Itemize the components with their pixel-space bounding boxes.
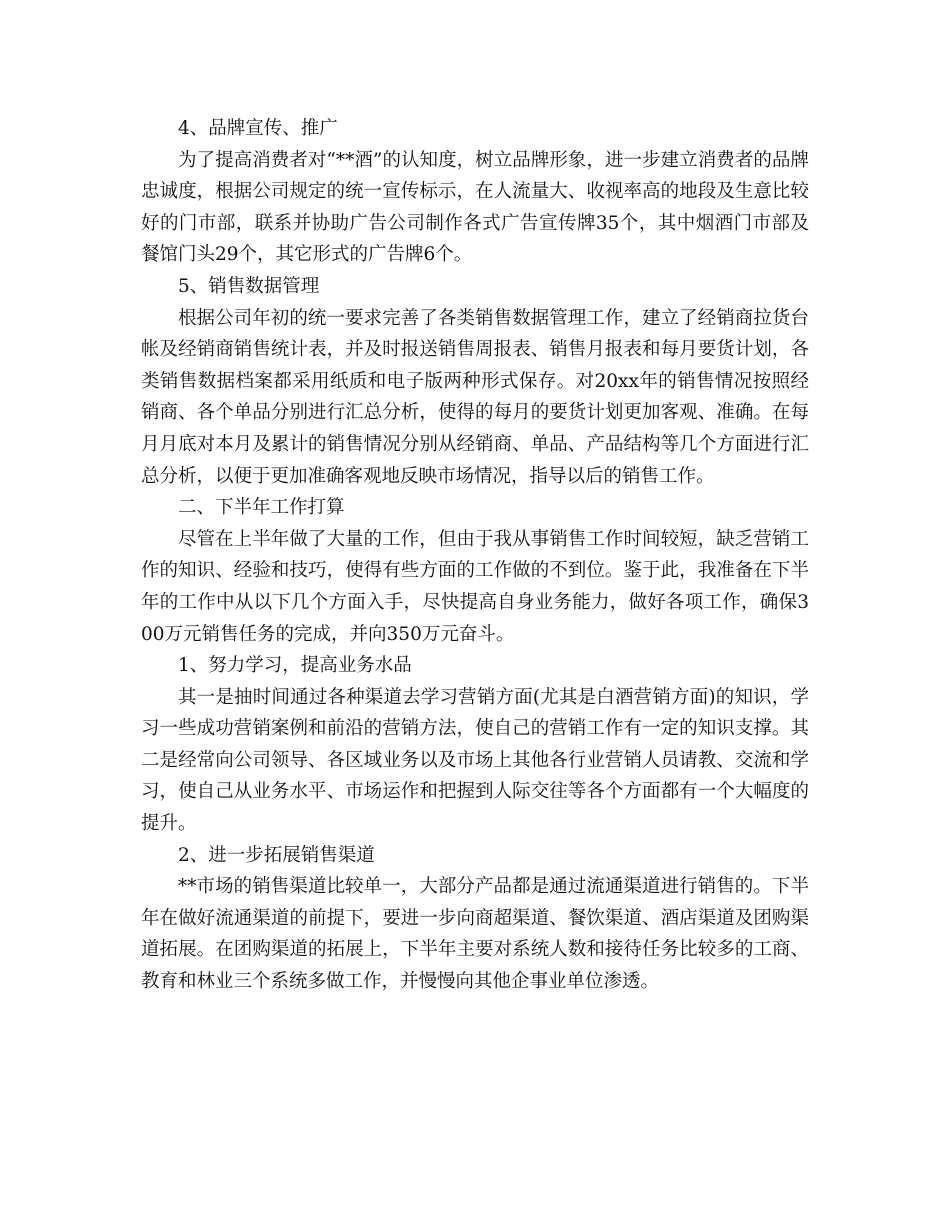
paragraph-channels: **市场的销售渠道比较单一，大部分产品都是通过流通渠道进行销售的。下半年在做好流通渠道的前提下，要进一步向商超渠道、餐饮渠道、酒店渠道及团购渠道拓展。在团购渠道的拓展上，下半年主要对系统人数和接待任务比较多的工商、教育和林业三个系统多做工作，并慢慢向其他企事业单位渗透。 xyxy=(141,876,809,993)
section-heading-sales-data: 5、销售数据管理 xyxy=(178,275,320,297)
paragraph-brand-promotion: 为了提高消费者对“**酒”的认知度，树立品牌形象，进一步建立消费者的品牌忠诚度，根据公司规定的统一宣传标示，在人流量大、收视率高的地段及生意比较好的门市部，联系并协助广告公司制作各式广告宣传牌35个，其中烟酒门市部及餐馆门头29个，其它形式的广告牌6个。 xyxy=(141,149,809,266)
section-heading-study: 1、努力学习，提高业务水品 xyxy=(178,655,412,677)
section-heading-brand-promotion: 4、品牌宣传、推广 xyxy=(178,118,338,139)
paragraph-second-half-plan: 尽管在上半年做了大量的工作，但由于我从事销售工作时间较短，缺乏营销工作的知识、经验和技巧，使得有些方面的工作做的不到位。鉴于此，我准备在下半年的工作中从以下几个方面入手，尽快提高自身业务能力，做好各项工作，确保300万元销售任务的完成，并向350万元奋斗。 xyxy=(141,528,809,645)
paragraph-sales-data: 根据公司年初的统一要求完善了各类销售数据管理工作，建立了经销商拉货台帐及经销商销售统计表，并及时报送销售周报表、销售月报表和每月要货计划，各类销售数据档案都采用纸质和电子版两种形式保存。对20xx年的销售情况按照经销商、各个单品分别进行汇总分析，使得的每月的要货计划更加客观、准确。在每月月底对本月及累计的销售情况分别从经销商、单品、产品结构等几个方面进行汇总分析，以便于更加准确客观地反映市场情况，指导以后的销售工作。 xyxy=(141,307,809,487)
section-heading-channels: 2、进一步拓展销售渠道 xyxy=(178,844,375,866)
document-body xyxy=(141,113,809,998)
paragraph-study: 其一是抽时间通过各种渠道去学习营销方面(尤其是白酒营销方面)的知识，学习一些成功营销案例和前沿的营销方法，使自己的营销工作有一定的知识支撑。其二是经常向公司领导、各区域业务以及市场上其他各行业营销人员请教、交流和学习，使自己从业务水平、市场运作和把握到人际交往等各个方面都有一个大幅度的提升。 xyxy=(141,686,809,835)
section-heading-second-half-plan: 二、下半年工作打算 xyxy=(178,497,345,519)
